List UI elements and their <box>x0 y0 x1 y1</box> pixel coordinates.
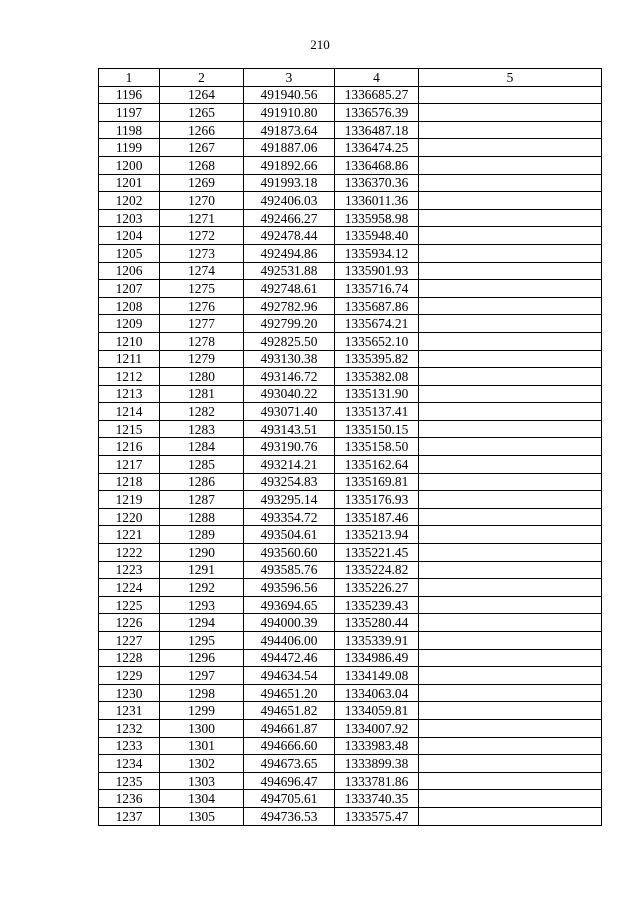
table-cell-col-5 <box>419 438 602 456</box>
table-cell-col-3: 494472.46 <box>244 649 335 667</box>
table-cell-col-3: 493295.14 <box>244 491 335 509</box>
table-cell-col-1: 1230 <box>99 684 160 702</box>
table-cell-col-5 <box>419 368 602 386</box>
table-cell-col-3: 492494.86 <box>244 244 335 262</box>
table-cell-col-5 <box>419 192 602 210</box>
table-cell-col-4: 1335339.91 <box>335 632 419 650</box>
table-row <box>99 772 602 790</box>
table-cell-col-5 <box>419 244 602 262</box>
table-cell-col-4: 1335150.15 <box>335 420 419 438</box>
table-cell-col-5 <box>419 456 602 474</box>
table-cell-col-1: 1232 <box>99 719 160 737</box>
table-row <box>99 684 602 702</box>
table-row <box>99 332 602 350</box>
table-row <box>99 104 602 122</box>
table-cell-col-2: 1282 <box>160 403 244 421</box>
table-cell-col-1: 1235 <box>99 772 160 790</box>
table-row <box>99 227 602 245</box>
table-cell-col-3: 491873.64 <box>244 121 335 139</box>
table-cell-col-5 <box>419 684 602 702</box>
table-row <box>99 649 602 667</box>
table-cell-col-4: 1336487.18 <box>335 121 419 139</box>
table-cell-col-2: 1288 <box>160 508 244 526</box>
table-cell-col-1: 1211 <box>99 350 160 368</box>
table-cell-col-3: 494696.47 <box>244 772 335 790</box>
table-cell-col-3: 494736.53 <box>244 807 335 825</box>
table-cell-col-3: 494634.54 <box>244 667 335 685</box>
table-cell-col-1: 1202 <box>99 192 160 210</box>
coordinates-table <box>98 68 602 826</box>
table-row <box>99 632 602 650</box>
table-cell-col-3: 494661.87 <box>244 719 335 737</box>
table-cell-col-4: 1335158.50 <box>335 438 419 456</box>
table-cell-col-5 <box>419 614 602 632</box>
table-cell-col-4: 1336011.36 <box>335 192 419 210</box>
table-cell-col-3: 493354.72 <box>244 508 335 526</box>
table-row <box>99 456 602 474</box>
table-cell-col-5 <box>419 403 602 421</box>
table-cell-col-2: 1286 <box>160 473 244 491</box>
table-row <box>99 86 602 104</box>
table-cell-col-4: 1335280.44 <box>335 614 419 632</box>
table-cell-col-4: 1335652.10 <box>335 332 419 350</box>
table-cell-col-5 <box>419 737 602 755</box>
table-cell-col-1: 1198 <box>99 121 160 139</box>
table-cell-col-5 <box>419 649 602 667</box>
table-cell-col-2: 1269 <box>160 174 244 192</box>
table-cell-col-1: 1217 <box>99 456 160 474</box>
table-cell-col-1: 1220 <box>99 508 160 526</box>
table-cell-col-5 <box>419 473 602 491</box>
table-cell-col-5 <box>419 280 602 298</box>
table-cell-col-3: 493143.51 <box>244 420 335 438</box>
table-cell-col-3: 491940.56 <box>244 86 335 104</box>
table-cell-col-1: 1208 <box>99 297 160 315</box>
table-cell-col-5 <box>419 86 602 104</box>
table-cell-col-2: 1289 <box>160 526 244 544</box>
table-cell-col-4: 1335382.08 <box>335 368 419 386</box>
table-cell-col-4: 1335901.93 <box>335 262 419 280</box>
table-cell-col-4: 1336468.86 <box>335 156 419 174</box>
table-cell-col-2: 1275 <box>160 280 244 298</box>
table-cell-col-3: 492466.27 <box>244 209 335 227</box>
table-cell-col-5 <box>419 420 602 438</box>
table-row <box>99 719 602 737</box>
table-cell-col-2: 1271 <box>160 209 244 227</box>
table-cell-col-3: 494000.39 <box>244 614 335 632</box>
table-cell-col-2: 1276 <box>160 297 244 315</box>
table-cell-col-5 <box>419 702 602 720</box>
table-cell-col-1: 1215 <box>99 420 160 438</box>
table-cell-col-3: 493585.76 <box>244 561 335 579</box>
table-row <box>99 262 602 280</box>
table-cell-col-2: 1285 <box>160 456 244 474</box>
table-row <box>99 209 602 227</box>
table-cell-col-1: 1219 <box>99 491 160 509</box>
table-cell-col-4: 1335674.21 <box>335 315 419 333</box>
table-row <box>99 561 602 579</box>
table-cell-col-3: 494406.00 <box>244 632 335 650</box>
table-cell-col-2: 1270 <box>160 192 244 210</box>
table-cell-col-3: 492825.50 <box>244 332 335 350</box>
table-cell-col-2: 1267 <box>160 139 244 157</box>
table-cell-col-1: 1203 <box>99 209 160 227</box>
table-row <box>99 420 602 438</box>
table-cell-col-1: 1214 <box>99 403 160 421</box>
table-cell-col-4: 1335226.27 <box>335 579 419 597</box>
column-header-5: 5 <box>419 69 602 87</box>
table-cell-col-5 <box>419 139 602 157</box>
table-cell-col-1: 1213 <box>99 385 160 403</box>
table-cell-col-3: 493596.56 <box>244 579 335 597</box>
table-cell-col-2: 1294 <box>160 614 244 632</box>
table-cell-col-5 <box>419 755 602 773</box>
table-cell-col-2: 1293 <box>160 596 244 614</box>
table-cell-col-3: 491887.06 <box>244 139 335 157</box>
table-row <box>99 350 602 368</box>
table-cell-col-4: 1336370.36 <box>335 174 419 192</box>
table-cell-col-5 <box>419 561 602 579</box>
table-cell-col-4: 1336576.39 <box>335 104 419 122</box>
table-cell-col-2: 1297 <box>160 667 244 685</box>
table-cell-col-1: 1236 <box>99 790 160 808</box>
table-cell-col-4: 1336685.27 <box>335 86 419 104</box>
table-cell-col-5 <box>419 297 602 315</box>
table-cell-col-2: 1272 <box>160 227 244 245</box>
table-cell-col-5 <box>419 262 602 280</box>
table-cell-col-4: 1334986.49 <box>335 649 419 667</box>
table-cell-col-2: 1290 <box>160 544 244 562</box>
table-cell-col-5 <box>419 579 602 597</box>
table-cell-col-1: 1206 <box>99 262 160 280</box>
table-cell-col-3: 494666.60 <box>244 737 335 755</box>
table-cell-col-1: 1204 <box>99 227 160 245</box>
table-cell-col-3: 494651.20 <box>244 684 335 702</box>
table-cell-col-3: 493190.76 <box>244 438 335 456</box>
table-cell-col-1: 1200 <box>99 156 160 174</box>
table-cell-col-2: 1266 <box>160 121 244 139</box>
column-header-1: 1 <box>99 69 160 87</box>
table-cell-col-2: 1284 <box>160 438 244 456</box>
table-cell-col-3: 492406.03 <box>244 192 335 210</box>
table-cell-col-3: 494651.82 <box>244 702 335 720</box>
table-cell-col-1: 1222 <box>99 544 160 562</box>
table-cell-col-4: 1333781.86 <box>335 772 419 790</box>
table-row <box>99 790 602 808</box>
table-cell-col-5 <box>419 209 602 227</box>
table-cell-col-4: 1335687.86 <box>335 297 419 315</box>
table-row <box>99 368 602 386</box>
table-row <box>99 579 602 597</box>
table-cell-col-2: 1268 <box>160 156 244 174</box>
table-cell-col-5 <box>419 772 602 790</box>
table-cell-col-3: 493694.65 <box>244 596 335 614</box>
table-cell-col-4: 1335958.98 <box>335 209 419 227</box>
table-cell-col-3: 494673.65 <box>244 755 335 773</box>
page-number: 210 <box>310 37 330 52</box>
table-cell-col-5 <box>419 632 602 650</box>
table-cell-col-1: 1229 <box>99 667 160 685</box>
table-cell-col-2: 1296 <box>160 649 244 667</box>
table-cell-col-4: 1335162.64 <box>335 456 419 474</box>
table-cell-col-3: 491892.66 <box>244 156 335 174</box>
table-cell-col-1: 1225 <box>99 596 160 614</box>
table-cell-col-4: 1334063.04 <box>335 684 419 702</box>
table-cell-col-2: 1299 <box>160 702 244 720</box>
table-cell-col-2: 1298 <box>160 684 244 702</box>
column-header-3: 3 <box>244 69 335 87</box>
table-cell-col-1: 1210 <box>99 332 160 350</box>
table-cell-col-3: 493254.83 <box>244 473 335 491</box>
table-cell-col-3: 493130.38 <box>244 350 335 368</box>
table-cell-col-5 <box>419 332 602 350</box>
table-row <box>99 297 602 315</box>
table-cell-col-5 <box>419 508 602 526</box>
table-row <box>99 491 602 509</box>
table-cell-col-2: 1291 <box>160 561 244 579</box>
table-cell-col-3: 493071.40 <box>244 403 335 421</box>
table-cell-col-5 <box>419 156 602 174</box>
table-cell-col-5 <box>419 544 602 562</box>
table-row <box>99 596 602 614</box>
column-header-2: 2 <box>160 69 244 87</box>
table-cell-col-3: 492478.44 <box>244 227 335 245</box>
table-cell-col-5 <box>419 174 602 192</box>
table-cell-col-3: 493504.61 <box>244 526 335 544</box>
table-cell-col-1: 1223 <box>99 561 160 579</box>
table-cell-col-5 <box>419 790 602 808</box>
table-row <box>99 280 602 298</box>
table-cell-col-4: 1336474.25 <box>335 139 419 157</box>
table-cell-col-1: 1207 <box>99 280 160 298</box>
table-cell-col-2: 1300 <box>160 719 244 737</box>
table-row <box>99 473 602 491</box>
table-cell-col-2: 1274 <box>160 262 244 280</box>
table-cell-col-5 <box>419 315 602 333</box>
table-cell-col-2: 1264 <box>160 86 244 104</box>
table-row <box>99 737 602 755</box>
table-cell-col-4: 1333983.48 <box>335 737 419 755</box>
table-cell-col-2: 1301 <box>160 737 244 755</box>
table-cell-col-5 <box>419 596 602 614</box>
table-cell-col-2: 1292 <box>160 579 244 597</box>
table-cell-col-1: 1218 <box>99 473 160 491</box>
table-body <box>99 86 602 825</box>
table-cell-col-1: 1212 <box>99 368 160 386</box>
table-cell-col-5 <box>419 526 602 544</box>
table-cell-col-1: 1205 <box>99 244 160 262</box>
table-cell-col-2: 1278 <box>160 332 244 350</box>
table-row <box>99 403 602 421</box>
table-row <box>99 614 602 632</box>
table-cell-col-4: 1335187.46 <box>335 508 419 526</box>
table-cell-col-1: 1233 <box>99 737 160 755</box>
table-cell-col-1: 1216 <box>99 438 160 456</box>
table-cell-col-4: 1334007.92 <box>335 719 419 737</box>
table-cell-col-4: 1335395.82 <box>335 350 419 368</box>
table-row <box>99 174 602 192</box>
table-cell-col-2: 1277 <box>160 315 244 333</box>
table-cell-col-1: 1226 <box>99 614 160 632</box>
table-cell-col-3: 493560.60 <box>244 544 335 562</box>
table-cell-col-4: 1335176.93 <box>335 491 419 509</box>
table-row <box>99 192 602 210</box>
table-cell-col-2: 1280 <box>160 368 244 386</box>
table-cell-col-4: 1335137.41 <box>335 403 419 421</box>
table-header-row <box>99 69 602 87</box>
table-cell-col-2: 1281 <box>160 385 244 403</box>
table-cell-col-1: 1199 <box>99 139 160 157</box>
table-cell-col-4: 1333740.35 <box>335 790 419 808</box>
column-header-4: 4 <box>335 69 419 87</box>
table-cell-col-4: 1335131.90 <box>335 385 419 403</box>
table-row <box>99 385 602 403</box>
table-cell-col-1: 1228 <box>99 649 160 667</box>
table-cell-col-2: 1295 <box>160 632 244 650</box>
table-cell-col-3: 491910.80 <box>244 104 335 122</box>
table-row <box>99 139 602 157</box>
table-cell-col-3: 493214.21 <box>244 456 335 474</box>
table-cell-col-5 <box>419 719 602 737</box>
table-row <box>99 702 602 720</box>
table-cell-col-4: 1334059.81 <box>335 702 419 720</box>
table-cell-col-5 <box>419 227 602 245</box>
table-cell-col-4: 1333899.38 <box>335 755 419 773</box>
table-cell-col-2: 1273 <box>160 244 244 262</box>
table-cell-col-4: 1335224.82 <box>335 561 419 579</box>
table-cell-col-3: 491993.18 <box>244 174 335 192</box>
table-row <box>99 755 602 773</box>
table-cell-col-4: 1335169.81 <box>335 473 419 491</box>
table-cell-col-2: 1287 <box>160 491 244 509</box>
table-cell-col-1: 1224 <box>99 579 160 597</box>
table-cell-col-3: 492799.20 <box>244 315 335 333</box>
table-cell-col-1: 1231 <box>99 702 160 720</box>
table-cell-col-4: 1335716.74 <box>335 280 419 298</box>
table-cell-col-2: 1303 <box>160 772 244 790</box>
table-row <box>99 121 602 139</box>
table-cell-col-4: 1335239.43 <box>335 596 419 614</box>
table-cell-col-4: 1334149.08 <box>335 667 419 685</box>
table-row <box>99 667 602 685</box>
table-cell-col-5 <box>419 121 602 139</box>
table-cell-col-4: 1335948.40 <box>335 227 419 245</box>
table-cell-col-2: 1304 <box>160 790 244 808</box>
table-cell-col-2: 1302 <box>160 755 244 773</box>
table-cell-col-4: 1335213.94 <box>335 526 419 544</box>
table-cell-col-1: 1221 <box>99 526 160 544</box>
table-cell-col-2: 1305 <box>160 807 244 825</box>
table-cell-col-3: 492782.96 <box>244 297 335 315</box>
table-cell-col-1: 1227 <box>99 632 160 650</box>
table-row <box>99 508 602 526</box>
table-cell-col-1: 1234 <box>99 755 160 773</box>
table-row <box>99 156 602 174</box>
table-cell-col-5 <box>419 807 602 825</box>
table-cell-col-4: 1335221.45 <box>335 544 419 562</box>
table-cell-col-1: 1209 <box>99 315 160 333</box>
table-row <box>99 438 602 456</box>
table-cell-col-3: 493146.72 <box>244 368 335 386</box>
table-cell-col-2: 1265 <box>160 104 244 122</box>
table-row <box>99 807 602 825</box>
table-cell-col-2: 1279 <box>160 350 244 368</box>
table-cell-col-1: 1196 <box>99 86 160 104</box>
table-cell-col-4: 1333575.47 <box>335 807 419 825</box>
table-cell-col-1: 1197 <box>99 104 160 122</box>
table-row <box>99 244 602 262</box>
table-row <box>99 544 602 562</box>
table-cell-col-5 <box>419 385 602 403</box>
table-row <box>99 526 602 544</box>
table-cell-col-5 <box>419 104 602 122</box>
table-cell-col-3: 494705.61 <box>244 790 335 808</box>
table-cell-col-2: 1283 <box>160 420 244 438</box>
table-cell-col-3: 492531.88 <box>244 262 335 280</box>
table-cell-col-3: 493040.22 <box>244 385 335 403</box>
table-cell-col-5 <box>419 667 602 685</box>
table-cell-col-5 <box>419 491 602 509</box>
table-cell-col-3: 492748.61 <box>244 280 335 298</box>
table-cell-col-1: 1201 <box>99 174 160 192</box>
table-row <box>99 315 602 333</box>
table-cell-col-1: 1237 <box>99 807 160 825</box>
table-cell-col-5 <box>419 350 602 368</box>
table-cell-col-4: 1335934.12 <box>335 244 419 262</box>
